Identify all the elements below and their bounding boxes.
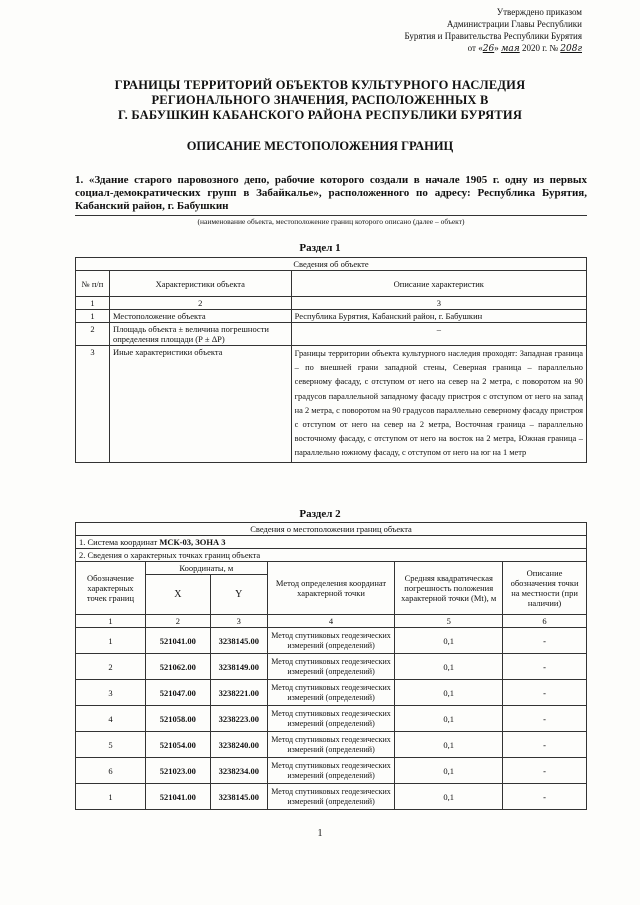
col-header-description: Описание характеристик bbox=[291, 271, 586, 297]
row-value-description: Границы территории объекта культурного наследия проходят: Западная граница – по внешней грани западной стены, Северная граница – параллельно северному фасаду, с отступом от него на север на 2 метра, с поворотом на 90 градусов параллельной западному фасаду пристроя с отступом от него на запад на 2 метра, с поворотом на 90 градусов параллельно северному фасаду пристроя с отступом от него на север на 2 метра, Восточная граница – параллельно восточному фасаду, с отступом от него на восток на 2 метра, Южная граница – параллельно южному фасаду, с отступом от него на юг на 1 метр bbox=[291, 346, 586, 463]
point-y: 3238145.00 bbox=[210, 784, 267, 810]
point-mt: 0,1 bbox=[395, 758, 503, 784]
date-prefix: от « bbox=[467, 43, 483, 53]
object-note: (наименование объекта, местоположение границ которого описано (далее – объект) bbox=[75, 215, 587, 226]
point-desc: - bbox=[503, 654, 587, 680]
point-id: 3 bbox=[76, 680, 146, 706]
point-desc: - bbox=[503, 680, 587, 706]
col-number-5: 5 bbox=[395, 615, 503, 628]
title-line-2: РЕГИОНАЛЬНОГО ЗНАЧЕНИЯ, РАСПОЛОЖЕННЫХ В bbox=[151, 93, 489, 107]
approval-line-1: Утверждено приказом bbox=[496, 7, 582, 17]
date-month: мая bbox=[500, 44, 520, 54]
table-row bbox=[76, 310, 587, 323]
coordinate-system-value: МСК-03, ЗОНА 3 bbox=[159, 537, 226, 547]
col-number-1: 1 bbox=[76, 615, 146, 628]
point-id: 1 bbox=[76, 628, 146, 654]
section-1-heading: Раздел 1 bbox=[299, 242, 341, 254]
coordinate-system bbox=[76, 536, 587, 549]
object-info-table bbox=[75, 257, 587, 463]
order-number: 208г bbox=[560, 44, 582, 54]
point-y: 3238149.00 bbox=[210, 654, 267, 680]
date-day: 26 bbox=[482, 44, 495, 54]
point-id: 1 bbox=[76, 784, 146, 810]
point-id: 4 bbox=[76, 706, 146, 732]
point-id: 2 bbox=[76, 654, 146, 680]
point-x: 521023.00 bbox=[145, 758, 210, 784]
col-number-6: 6 bbox=[503, 615, 587, 628]
point-id: 6 bbox=[76, 758, 146, 784]
col-number-3: 3 bbox=[210, 615, 267, 628]
point-desc: - bbox=[503, 758, 587, 784]
section-2-heading: Раздел 2 bbox=[299, 508, 341, 520]
point-x: 521047.00 bbox=[145, 680, 210, 706]
document-subtitle: ОПИСАНИЕ МЕСТОПОЛОЖЕНИЯ ГРАНИЦ bbox=[186, 139, 454, 153]
point-id: 5 bbox=[76, 732, 146, 758]
point-desc: - bbox=[503, 706, 587, 732]
page-number: 1 bbox=[317, 828, 323, 839]
point-mt: 0,1 bbox=[395, 628, 503, 654]
row-characteristic: Местоположение объекта bbox=[109, 310, 291, 323]
approval-date bbox=[342, 42, 582, 55]
col-header-desc: Описание обозначения точки на местности (при наличии) bbox=[503, 562, 587, 615]
col-number-2: 2 bbox=[109, 297, 291, 310]
approval-stamp bbox=[342, 6, 582, 55]
row-value: Республика Бурятия, Кабанский район, г. Бабушкин bbox=[291, 310, 586, 323]
point-row bbox=[76, 758, 587, 784]
point-mt: 0,1 bbox=[395, 680, 503, 706]
point-mt: 0,1 bbox=[395, 732, 503, 758]
col-header-point: Обозначение характерных точек границ bbox=[76, 562, 146, 615]
col-number-2: 2 bbox=[145, 615, 210, 628]
point-x: 521058.00 bbox=[145, 706, 210, 732]
point-row bbox=[76, 784, 587, 810]
point-row bbox=[76, 628, 587, 654]
point-method: Метод спутниковых геодезических измерений (определений) bbox=[267, 732, 395, 758]
point-method: Метод спутниковых геодезических измерений (определений) bbox=[267, 758, 395, 784]
approval-line-2: Администрации Главы Республики bbox=[446, 19, 582, 29]
object-title: 1. «Здание старого паровозного депо, рабочие которого создали в начале 1905 г. одну из первых социал-демократических групп в Забайкалье», расположенного по адресу: Республика Бурятия, Кабанский район, г. Бабушкин bbox=[75, 174, 587, 212]
row-value: – bbox=[291, 323, 586, 346]
point-x: 521041.00 bbox=[145, 628, 210, 654]
point-desc: - bbox=[503, 628, 587, 654]
point-row bbox=[76, 706, 587, 732]
col-number-4: 4 bbox=[267, 615, 395, 628]
date-year: 2020 г. № bbox=[519, 43, 561, 53]
col-header-characteristic: Характеристики объекта bbox=[109, 271, 291, 297]
row-number: 3 bbox=[76, 346, 110, 463]
col-header-coords: Координаты, м bbox=[145, 562, 267, 575]
table-2-title: Сведения о местоположении границ объекта bbox=[76, 523, 587, 536]
col-header-y: Y bbox=[210, 575, 267, 615]
approval-line-3: Бурятия и Правительства Республики Бурятия bbox=[404, 31, 582, 41]
point-y: 3238240.00 bbox=[210, 732, 267, 758]
point-y: 3238223.00 bbox=[210, 706, 267, 732]
table-row bbox=[76, 323, 587, 346]
point-desc: - bbox=[503, 732, 587, 758]
point-mt: 0,1 bbox=[395, 784, 503, 810]
table-row bbox=[76, 346, 587, 463]
point-x: 521062.00 bbox=[145, 654, 210, 680]
point-method: Метод спутниковых геодезических измерений (определений) bbox=[267, 784, 395, 810]
point-row bbox=[76, 680, 587, 706]
coordinate-system-label: 1. Система координат bbox=[79, 537, 160, 547]
col-header-error: Средняя квадратическая погрешность положения характерной точки (Mt), м bbox=[395, 562, 503, 615]
row-number: 1 bbox=[76, 310, 110, 323]
point-row bbox=[76, 654, 587, 680]
col-header-x: X bbox=[145, 575, 210, 615]
col-number-3: 3 bbox=[291, 297, 586, 310]
point-y: 3238221.00 bbox=[210, 680, 267, 706]
point-y: 3238234.00 bbox=[210, 758, 267, 784]
col-header-method: Метод определения координат характерной точки bbox=[267, 562, 395, 615]
col-number-1: 1 bbox=[76, 297, 110, 310]
point-y: 3238145.00 bbox=[210, 628, 267, 654]
table-1-title: Сведения об объекте bbox=[76, 258, 587, 271]
title-line-3: Г. БАБУШКИН КАБАНСКОГО РАЙОНА РЕСПУБЛИКИ БУРЯТИЯ bbox=[117, 108, 523, 122]
point-method: Метод спутниковых геодезических измерений (определений) bbox=[267, 706, 395, 732]
point-x: 521041.00 bbox=[145, 784, 210, 810]
points-label: 2. Сведения о характерных точках границ объекта bbox=[76, 549, 587, 562]
point-method: Метод спутниковых геодезических измерений (определений) bbox=[267, 654, 395, 680]
row-characteristic: Площадь объекта ± величина погрешности определения площади (Р ± ΔР) bbox=[109, 323, 291, 346]
point-x: 521054.00 bbox=[145, 732, 210, 758]
point-method: Метод спутниковых геодезических измерений (определений) bbox=[267, 680, 395, 706]
document-title bbox=[60, 78, 580, 123]
title-line-1: ГРАНИЦЫ ТЕРРИТОРИЙ ОБЪЕКТОВ КУЛЬТУРНОГО НАСЛЕДИЯ bbox=[114, 78, 526, 92]
point-mt: 0,1 bbox=[395, 706, 503, 732]
point-mt: 0,1 bbox=[395, 654, 503, 680]
point-row bbox=[76, 732, 587, 758]
col-header-number: № п/п bbox=[76, 271, 110, 297]
point-desc: - bbox=[503, 784, 587, 810]
date-mid: » bbox=[494, 43, 501, 53]
point-method: Метод спутниковых геодезических измерений (определений) bbox=[267, 628, 395, 654]
row-number: 2 bbox=[76, 323, 110, 346]
row-characteristic: Иные характеристики объекта bbox=[109, 346, 291, 463]
boundary-points-table bbox=[75, 522, 587, 810]
